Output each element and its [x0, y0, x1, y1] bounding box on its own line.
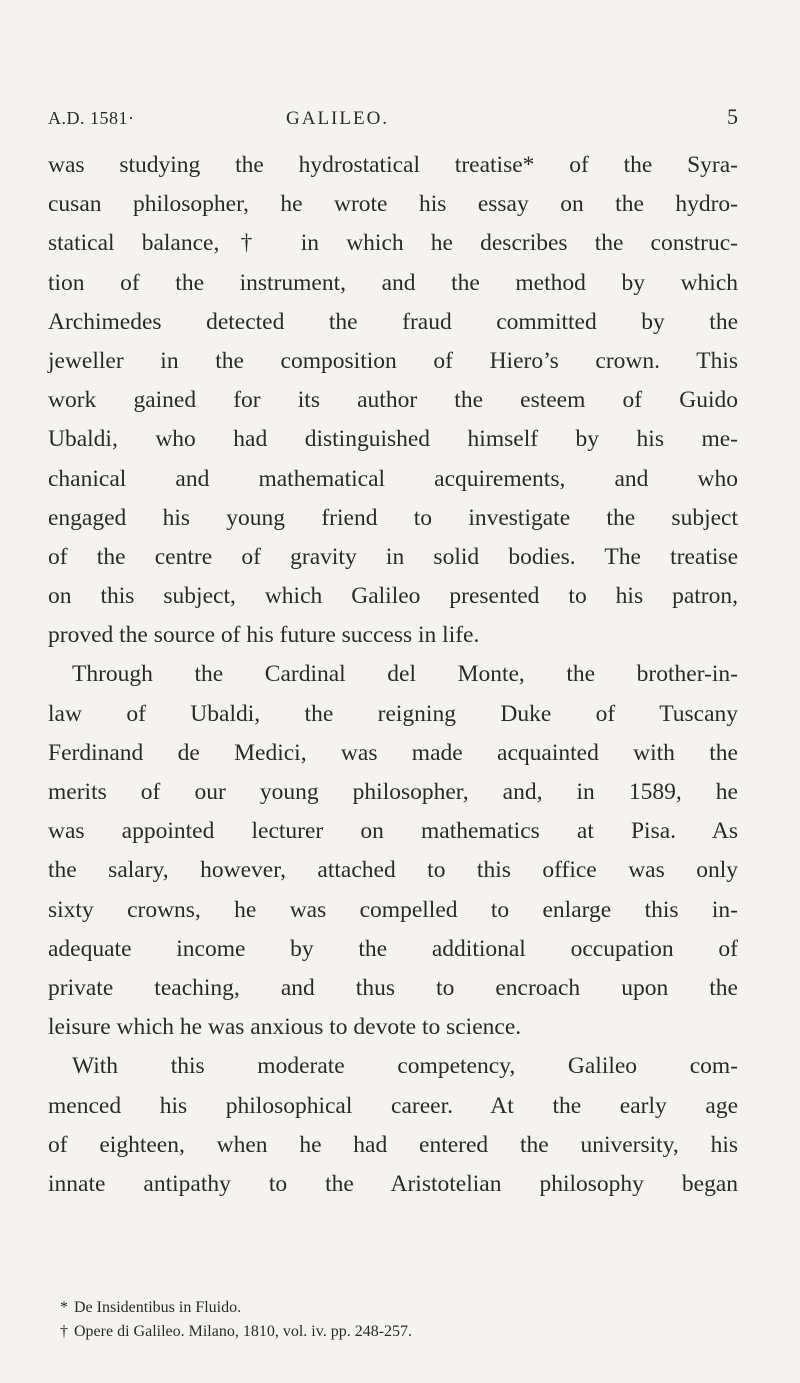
text-line: of eighteen, when he had entered the university, his [48, 1131, 738, 1158]
text-line: tion of the instrument, and the method by which [48, 269, 738, 296]
text-line: sixty crowns, he was compelled to enlarge this in- [48, 896, 738, 923]
text-line: chanical and mathematical acquirements, and who [48, 465, 738, 492]
text-line: merits of our young philosopher, and, in 1589, he [48, 779, 738, 805]
text-line: proved the source of his future success in life. [48, 622, 480, 649]
text-line: Archimedes detected the fraud committed by the [48, 308, 738, 335]
text-line: Through the Cardinal del Monte, the brother-in- [72, 661, 738, 688]
running-head [48, 104, 738, 138]
text-line: adequate income by the additional occupation of [48, 935, 738, 962]
text-line: work gained for its author the esteem of Guido [48, 387, 738, 414]
body-text [48, 146, 738, 1204]
text-line: engaged his young friend to investigate the subject [48, 504, 738, 531]
footnote-text: Opere di Galileo. Milano, 1810, vol. iv. pp. 248-257. [74, 1323, 413, 1340]
footnote [60, 1296, 740, 1320]
text-line: With this moderate competency, Galileo com- [72, 1053, 738, 1080]
text-line: cusan philosopher, he wrote his essay on the hydro- [48, 191, 738, 218]
running-head-title: GALILEO. [286, 108, 390, 129]
text-line: innate antipathy to the Aristotelian philosophy began [48, 1170, 738, 1197]
text-line: leisure which he was anxious to devote to science. [48, 1014, 522, 1041]
footnotes [60, 1296, 740, 1344]
footnote-text: De Insidentibus in Fluido. [74, 1299, 242, 1316]
text-line: was studying the hydrostatical treatise* of the Syra- [48, 152, 738, 178]
footnote [60, 1320, 740, 1344]
page-number: 5 [727, 104, 738, 129]
text-line: was appointed lecturer on mathematics at Pisa. As [48, 818, 738, 845]
text-line: statical balance,† in which he describes the construc- [48, 230, 738, 257]
footnote-mark: † [60, 1323, 68, 1340]
text-line: jeweller in the composition of Hiero’s crown. This [48, 347, 738, 374]
footnote-mark: * [60, 1299, 68, 1316]
text-line: the salary, however, attached to this office was only [48, 857, 738, 884]
text-line: menced his philosophical career. At the early age [48, 1092, 738, 1119]
text-line: Ubaldi, who had distinguished himself by his me- [48, 426, 738, 453]
text-line: on this subject, which Galileo presented to his patron, [48, 583, 738, 610]
text-line: of the centre of gravity in solid bodies. The treatise [48, 543, 738, 570]
text-line: Ferdinand de Medici, was made acquainted with the [48, 739, 738, 766]
running-head-date: A.D. 1581· [48, 108, 135, 128]
text-line: private teaching, and thus to encroach upon the [48, 974, 738, 1001]
text-line: law of Ubaldi, the reigning Duke of Tuscany [48, 700, 738, 727]
